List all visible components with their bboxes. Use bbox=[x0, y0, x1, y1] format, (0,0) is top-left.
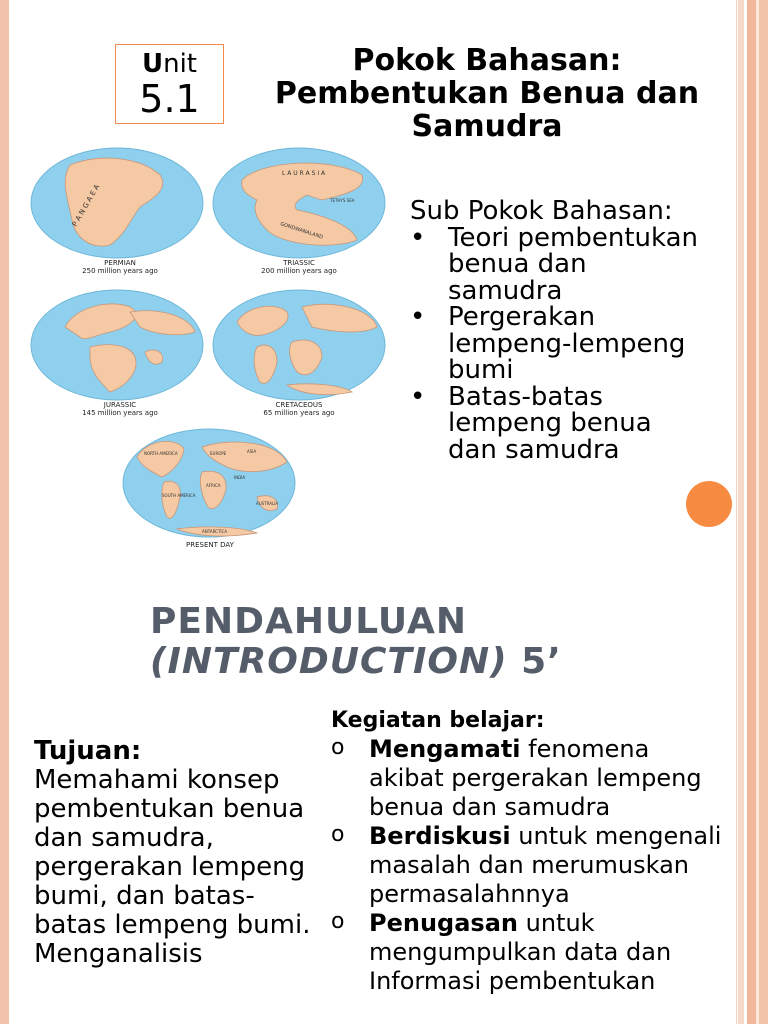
laurasia-label: L A U R A S I A bbox=[282, 170, 326, 177]
asia-label: ASIA bbox=[247, 449, 257, 454]
sub-topics-heading: Sub Pokok Bahasan: bbox=[410, 196, 673, 226]
unit-box bbox=[115, 44, 224, 124]
permian-caption: PERMIAN 250 million years ago bbox=[82, 259, 158, 275]
permian-map bbox=[30, 145, 205, 265]
unit-number: 5.1 bbox=[139, 77, 200, 121]
kegiatan-list bbox=[331, 735, 731, 996]
sub-topics bbox=[410, 198, 700, 463]
left-border-stripe bbox=[0, 0, 9, 1024]
page-title bbox=[240, 44, 734, 143]
right-hairline bbox=[736, 0, 737, 1024]
antarctica-label: ANTARCTICA bbox=[202, 529, 228, 534]
kegiatan-item: o Penugasan untuk mengumpulkan data dan Informasi pembentukan bbox=[331, 909, 672, 995]
title-line-2: Pembentukan Benua dan bbox=[274, 76, 700, 111]
india-label: INDIA bbox=[234, 475, 246, 480]
sub-topic-item: • Pergerakan lempeng-lempeng bumi bbox=[410, 302, 686, 385]
unit-label: Unit bbox=[141, 49, 198, 79]
jurassic-caption: JURASSIC 145 million years ago bbox=[82, 401, 158, 417]
cretaceous-map bbox=[212, 287, 387, 407]
orange-circle-decoration bbox=[686, 481, 732, 527]
kegiatan-section bbox=[331, 707, 731, 996]
gondwanaland-label: GONDWANALAND bbox=[279, 221, 324, 241]
right-decorative-stripes bbox=[738, 0, 768, 1024]
kegiatan-heading: Kegiatan belajar: bbox=[331, 708, 545, 733]
title-line-3: Samudra bbox=[411, 109, 563, 144]
title-line-1: Pokok Bahasan: bbox=[352, 43, 622, 78]
tujuan-section bbox=[34, 736, 324, 969]
kegiatan-item: o Berdiskusi untuk mengenali masalah dan merumuskan permasalahnnya bbox=[331, 822, 722, 908]
tethys-label: TETHYS SEA bbox=[330, 198, 355, 203]
sub-topic-item: • Batas-batas lempeng benua dan samudra bbox=[410, 381, 652, 465]
kegiatan-item: o Mengamati fenomena akibat pergerakan lempeng benua dan samudra bbox=[331, 735, 702, 821]
sub-topics-list bbox=[410, 222, 700, 465]
triassic-map bbox=[212, 145, 387, 265]
australia-label: AUSTRALIA bbox=[256, 501, 279, 506]
present-day-caption: PRESENT DAY bbox=[186, 541, 234, 549]
present-day-map bbox=[122, 427, 297, 542]
pangaea-label: P A N G A E A bbox=[70, 183, 102, 228]
sub-topic-item: • Teori pembentukan benua dan samudra bbox=[410, 222, 699, 306]
south-america-label: SOUTH AMERICA bbox=[162, 493, 196, 498]
continental-drift-maps bbox=[30, 145, 390, 555]
africa-label: AFRICA bbox=[206, 483, 221, 488]
north-america-label: NORTH AMERICA bbox=[144, 451, 178, 456]
europe-label: EUROPE bbox=[210, 451, 227, 456]
jurassic-map bbox=[30, 287, 205, 407]
triassic-caption: TRIASSIC 200 million years ago bbox=[261, 259, 337, 275]
tujuan-text: Memahami konsep pembentukan benua dan samudra, pergerakan lempeng bumi, dan batas-batas lempeng bumi. Menganalisis bbox=[34, 765, 311, 969]
introduction-heading: PENDAHULUAN (INTRODUCTION) 5’ bbox=[150, 601, 562, 682]
cretaceous-caption: CRETACEOUS 65 million years ago bbox=[263, 401, 335, 417]
tujuan-heading: Tujuan: bbox=[34, 736, 142, 766]
